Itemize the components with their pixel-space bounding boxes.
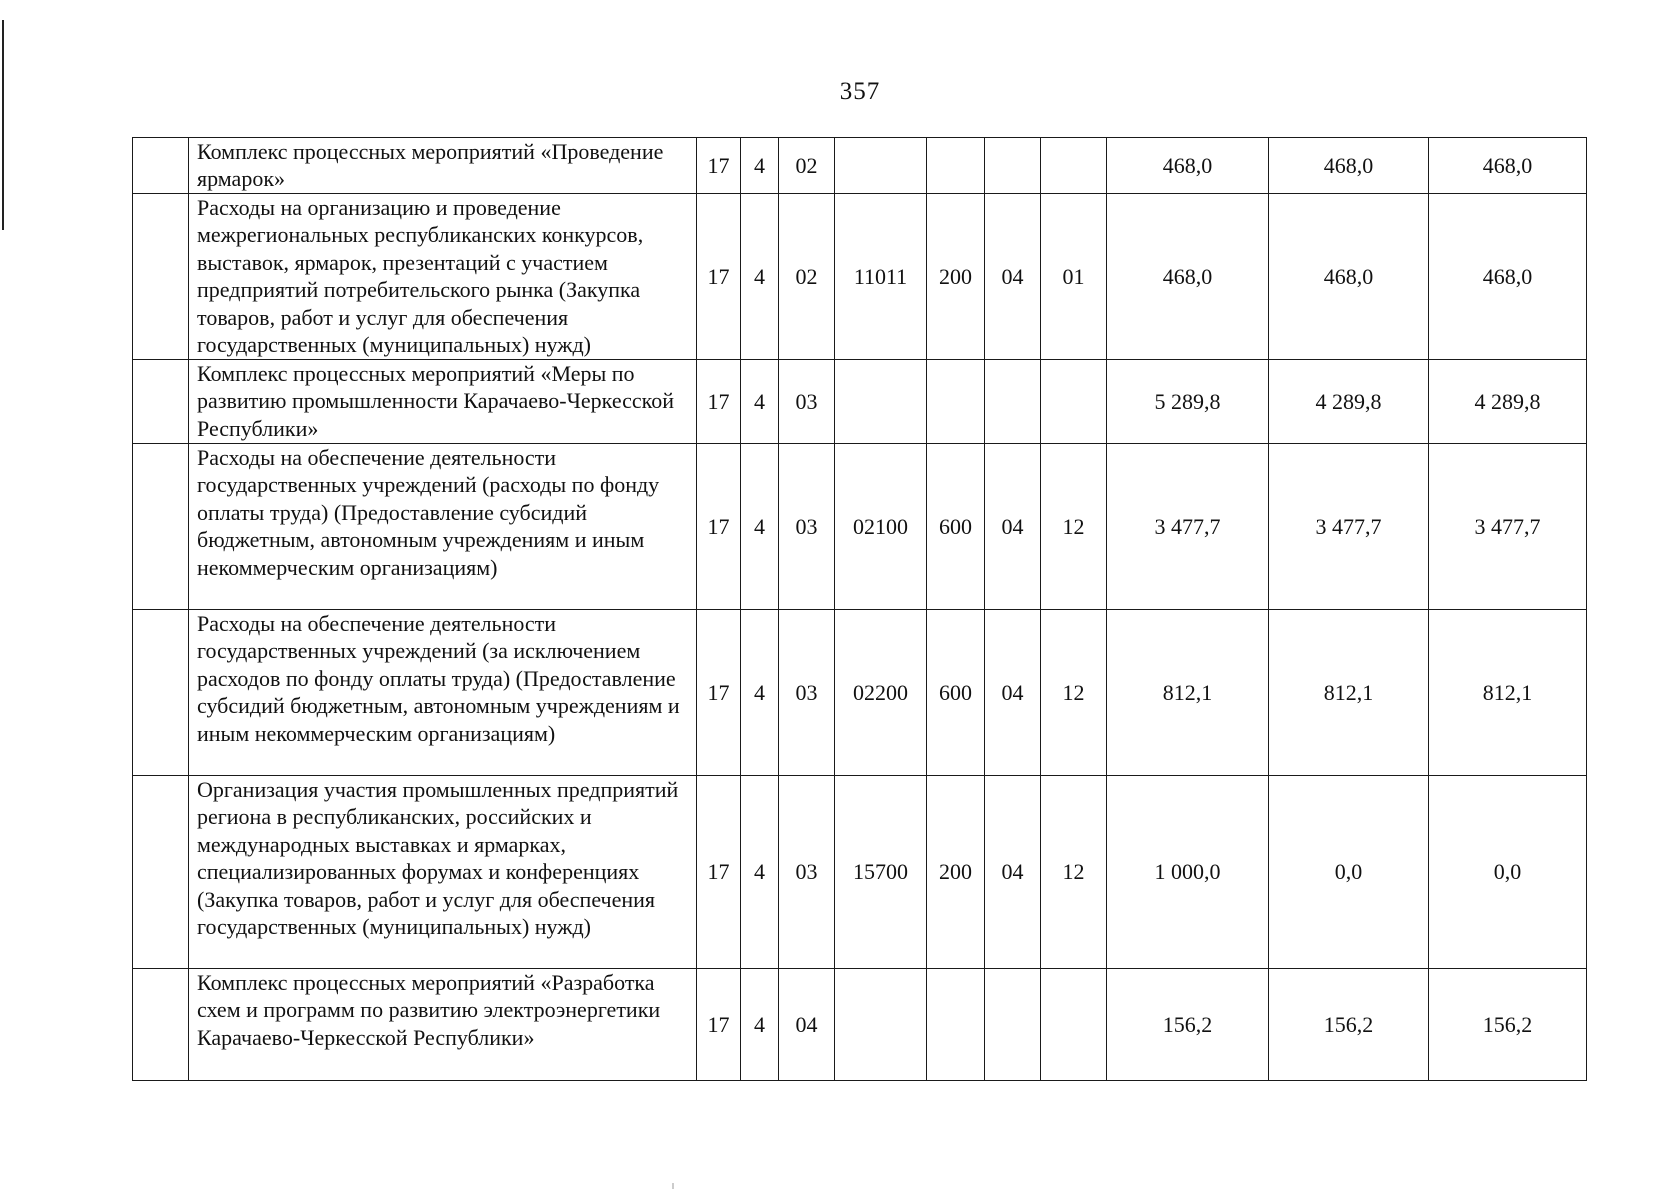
code-cell <box>985 138 1041 194</box>
row-index-cell <box>133 444 189 610</box>
row-index-cell <box>133 610 189 776</box>
amount-cell: 4 289,8 <box>1429 360 1587 444</box>
code-cell: 12 <box>1041 444 1107 610</box>
amount-cell: 3 477,7 <box>1107 444 1269 610</box>
table-row <box>133 138 1587 194</box>
code-cell: 17 <box>697 969 741 1081</box>
amount-cell: 468,0 <box>1269 138 1429 194</box>
code-cell: 4 <box>741 969 779 1081</box>
amount-cell: 468,0 <box>1269 194 1429 360</box>
code-cell: 03 <box>779 610 835 776</box>
code-cell: 4 <box>741 776 779 969</box>
table-row <box>133 610 1587 776</box>
table-row <box>133 776 1587 969</box>
code-cell: 04 <box>985 610 1041 776</box>
row-index-cell <box>133 194 189 360</box>
code-cell: 02 <box>779 194 835 360</box>
amount-cell: 468,0 <box>1429 194 1587 360</box>
description-cell: Комплекс процессных мероприятий «Меры по развитию промышленности Карачаево-Черкесской Республики» <box>189 360 697 444</box>
code-cell <box>1041 360 1107 444</box>
table-row <box>133 360 1587 444</box>
scan-edge-mark <box>2 20 4 230</box>
code-cell <box>985 360 1041 444</box>
code-cell: 15700 <box>835 776 927 969</box>
code-cell: 02 <box>779 138 835 194</box>
code-cell: 04 <box>985 776 1041 969</box>
description-cell: Расходы на обеспечение деятельности государственных учреждений (расходы по фонду оплаты труда) (Предоставление субсидий бюджетным, автономным учреждениям и иным некоммерческим организациям) <box>189 444 697 610</box>
code-cell: 4 <box>741 194 779 360</box>
code-cell: 4 <box>741 138 779 194</box>
code-cell <box>927 969 985 1081</box>
code-cell: 04 <box>985 194 1041 360</box>
amount-cell: 0,0 <box>1429 776 1587 969</box>
code-cell <box>985 969 1041 1081</box>
code-cell: 200 <box>927 194 985 360</box>
code-cell: 600 <box>927 610 985 776</box>
code-cell: 17 <box>697 610 741 776</box>
code-cell <box>1041 969 1107 1081</box>
description-cell: Комплекс процессных мероприятий «Проведение ярмарок» <box>189 138 697 194</box>
code-cell <box>835 138 927 194</box>
code-cell: 01 <box>1041 194 1107 360</box>
table-row <box>133 194 1587 360</box>
code-cell: 17 <box>697 444 741 610</box>
code-cell: 4 <box>741 444 779 610</box>
code-cell: 02200 <box>835 610 927 776</box>
amount-cell: 156,2 <box>1269 969 1429 1081</box>
description-cell: Организация участия промышленных предприятий региона в республиканских, российских и международных выставках и ярмарках, специализированных форумах и конференциях (Закупка товаров, работ и услуг для обеспечения государственных (муниципальных) нужд) <box>189 776 697 969</box>
row-index-cell <box>133 969 189 1081</box>
amount-cell: 4 289,8 <box>1269 360 1429 444</box>
code-cell <box>835 969 927 1081</box>
code-cell: 11011 <box>835 194 927 360</box>
description-cell: Расходы на обеспечение деятельности государственных учреждений (за исключением расходов по фонду оплаты труда) (Предоставление субсидий бюджетным, автономным учреждениям и иным некоммерческим организациям) <box>189 610 697 776</box>
code-cell: 17 <box>697 360 741 444</box>
table-row <box>133 444 1587 610</box>
code-cell: 03 <box>779 776 835 969</box>
code-cell: 600 <box>927 444 985 610</box>
code-cell: 12 <box>1041 610 1107 776</box>
code-cell <box>927 360 985 444</box>
amount-cell: 3 477,7 <box>1269 444 1429 610</box>
table-row <box>133 969 1587 1081</box>
amount-cell: 156,2 <box>1107 969 1269 1081</box>
code-cell: 04 <box>779 969 835 1081</box>
amount-cell: 3 477,7 <box>1429 444 1587 610</box>
row-index-cell <box>133 776 189 969</box>
code-cell: 12 <box>1041 776 1107 969</box>
code-cell <box>835 360 927 444</box>
code-cell <box>1041 138 1107 194</box>
code-cell: 03 <box>779 360 835 444</box>
amount-cell: 468,0 <box>1107 138 1269 194</box>
amount-cell: 468,0 <box>1107 194 1269 360</box>
code-cell: 02100 <box>835 444 927 610</box>
amount-cell: 1 000,0 <box>1107 776 1269 969</box>
row-index-cell <box>133 360 189 444</box>
amount-cell: 812,1 <box>1429 610 1587 776</box>
code-cell: 03 <box>779 444 835 610</box>
row-index-cell <box>133 138 189 194</box>
amount-cell: 812,1 <box>1107 610 1269 776</box>
code-cell: 04 <box>985 444 1041 610</box>
code-cell <box>927 138 985 194</box>
code-cell: 17 <box>697 776 741 969</box>
amount-cell: 0,0 <box>1269 776 1429 969</box>
code-cell: 17 <box>697 138 741 194</box>
amount-cell: 5 289,8 <box>1107 360 1269 444</box>
amount-cell: 156,2 <box>1429 969 1587 1081</box>
code-cell: 200 <box>927 776 985 969</box>
amount-cell: 468,0 <box>1429 138 1587 194</box>
budget-table <box>132 137 1587 1081</box>
amount-cell: 812,1 <box>1269 610 1429 776</box>
description-cell: Расходы на организацию и проведение межрегиональных республиканских конкурсов, выставок, ярмарок, презентаций с участием предприятий потребительского рынка (Закупка товаров, работ и услуг для обеспечения государственных (муниципальных) нужд) <box>189 194 697 360</box>
code-cell: 4 <box>741 610 779 776</box>
page-number: 357 <box>839 78 881 105</box>
code-cell: 17 <box>697 194 741 360</box>
scan-artifact <box>672 1183 674 1189</box>
description-cell: Комплекс процессных мероприятий «Разработка схем и программ по развитию электроэнергетики Карачаево-Черкесской Республики» <box>189 969 697 1081</box>
code-cell: 4 <box>741 360 779 444</box>
